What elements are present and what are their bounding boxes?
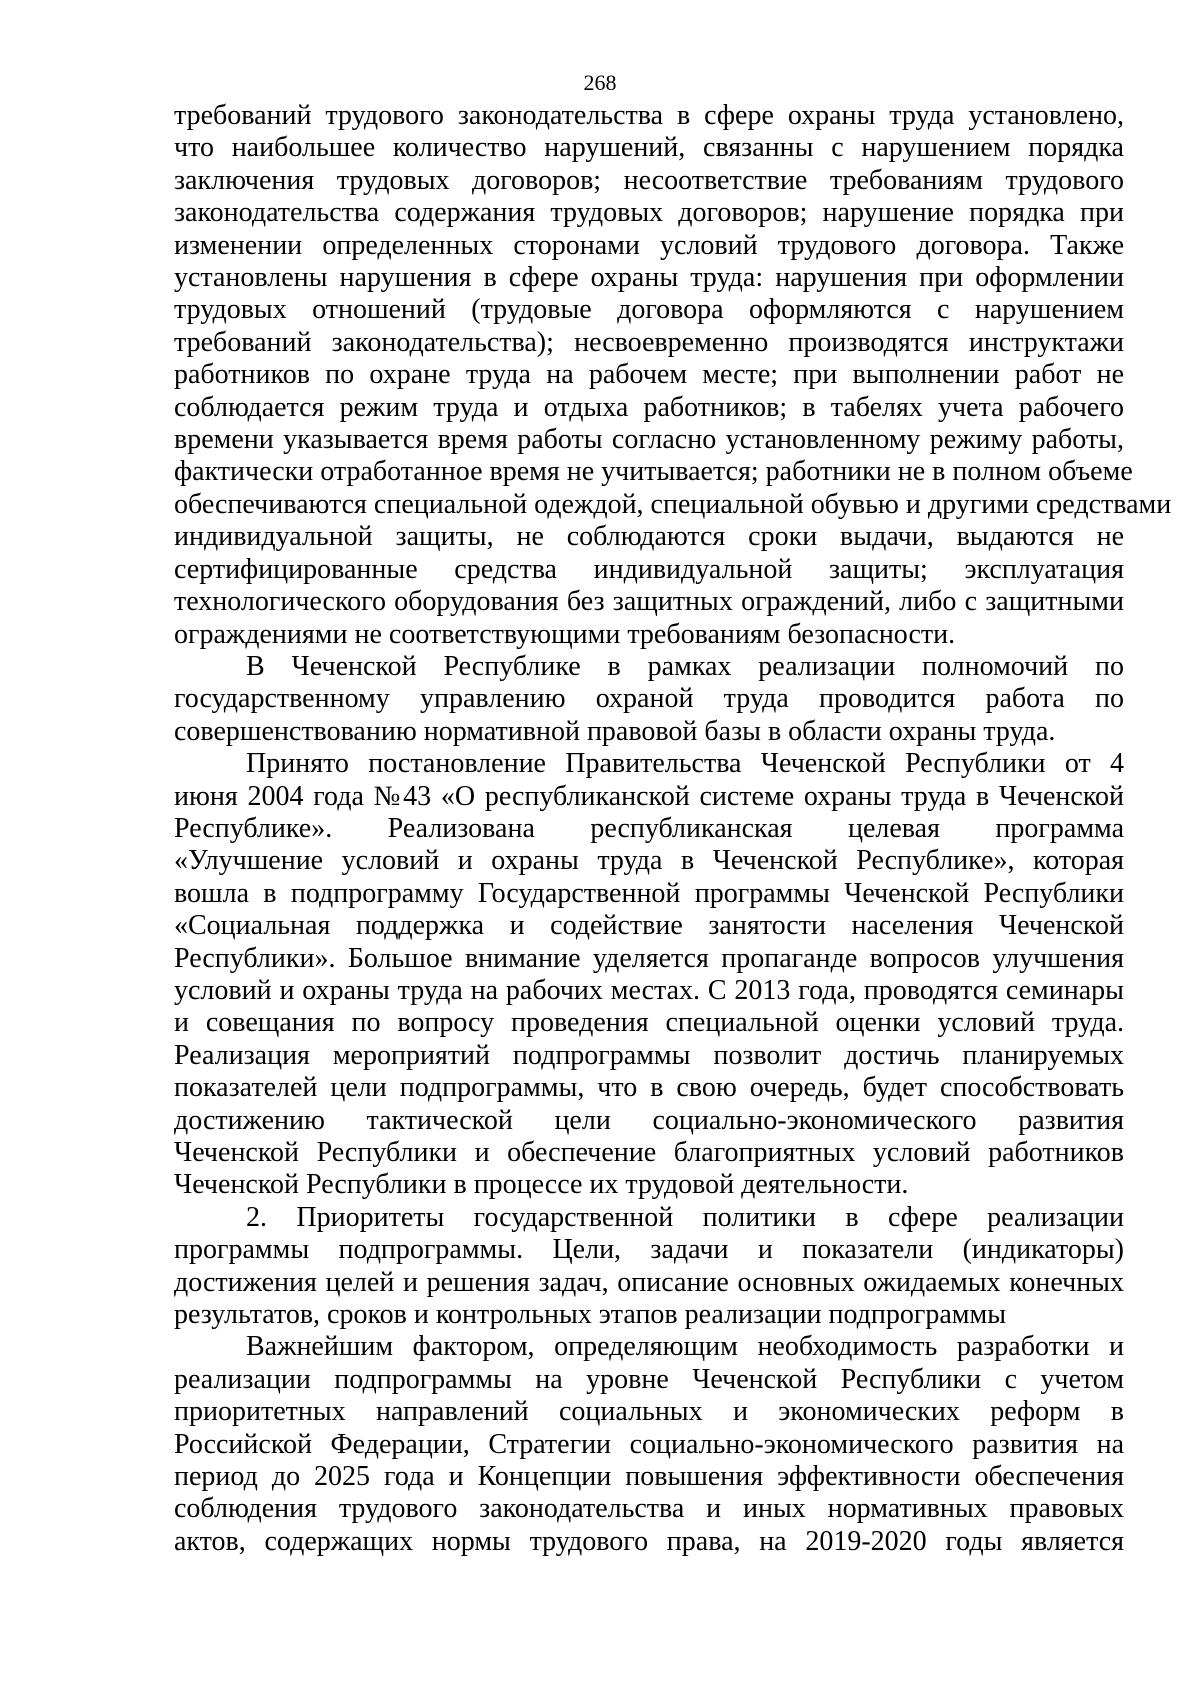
text-line: достижению тактической цели социально-экономического развития — [174, 1104, 1124, 1136]
text-line: Принято постановление Правительства Чеченской Республики от 4 — [246, 748, 1124, 780]
paragraph — [174, 1331, 1124, 1558]
text-line: Чеченской Республики и обеспечение благоприятных условий работников — [174, 1137, 1124, 1168]
text-line: трудовых отношений (трудовые договора оформляются с нарушением — [174, 294, 1124, 326]
text-line: индивидуальной защиты, не соблюдаются сроки выдачи, выдаются не — [174, 521, 1124, 553]
text-line: Российской Федерации, Стратегии социально-экономического развития на — [174, 1428, 1124, 1460]
text-line: период до 2025 года и Концепции повышения эффективности обеспечения — [174, 1461, 1124, 1493]
text-line: Республики». Большое внимание уделяется пропаганде вопросов улучшения — [174, 942, 1124, 974]
text-line: ограждениями не соответствующими требованиям безопасности. — [174, 618, 956, 650]
text-line: и совещания по вопросу проведения специальной оценки условий труда. — [174, 1007, 1124, 1039]
text-line: фактически отработанное время не учитывается; работники не в полном объеме — [174, 456, 1133, 488]
paragraph — [174, 651, 1124, 748]
paragraph — [174, 1202, 1124, 1332]
text-line: «Социальная поддержка и содействие занятости населения Чеченской — [174, 910, 1124, 942]
text-line: соблюдается режим труда и отдыха работников; в табелях учета рабочего — [174, 391, 1124, 423]
page-number: 268 — [583, 70, 617, 95]
text-line: законодательства содержания трудовых договоров; нарушение порядка при — [174, 197, 1124, 229]
text-line: июня 2004 года №43 «О республиканской системе охраны труда в Чеченской — [174, 780, 1124, 812]
text-line: вошла в подпрограмму Государственной программы Чеченской Республики — [174, 877, 1124, 909]
text-line: установлены нарушения в сфере охраны труда: нарушения при оформлении — [174, 262, 1124, 294]
paragraph — [174, 748, 1124, 1202]
text-line: актов, содержащих нормы трудового права, на 2019-2020 годы является — [174, 1525, 1124, 1557]
text-line: результатов, сроков и контрольных этапов реализации подпрограммы — [174, 1299, 1007, 1331]
text-line: приоритетных направлений социальных и экономических реформ в — [174, 1396, 1124, 1428]
document-body — [174, 100, 1172, 1558]
text-line: государственному управлению охраной труда проводится работа по — [174, 683, 1124, 715]
text-line: обеспечиваются специальной одеждой, специальной обувью и другими средствами — [174, 488, 1172, 520]
text-line: работников по охране труда на рабочем месте; при выполнении работ не — [174, 359, 1124, 391]
text-line: сертифицированные средства индивидуальной защиты; эксплуатация — [174, 553, 1124, 585]
text-line: программы подпрограммы. Цели, задачи и показатели (индикаторы) — [174, 1234, 1124, 1266]
text-line: совершенствованию нормативной правовой базы в области охраны труда. — [174, 715, 1056, 747]
text-line: что наибольшее количество нарушений, связанны с нарушением порядка — [174, 132, 1124, 164]
text-line: технологического оборудования без защитных ограждений, либо с защитными — [174, 586, 1124, 618]
text-line: Республике». Реализована республиканская целевая программа — [174, 812, 1124, 844]
text-line: Важнейшим фактором, определяющим необходимость разработки и — [246, 1331, 1124, 1363]
text-line: показателей цели подпрограммы, что в свою очередь, будет способствовать — [174, 1072, 1124, 1104]
text-line: требований законодательства); несвоевременно производятся инструктажи — [174, 326, 1124, 358]
text-line: Чеченской Республики в процессе их трудовой деятельности. — [174, 1169, 909, 1201]
text-line: реализации подпрограммы на уровне Чеченской Республики с учетом — [174, 1363, 1124, 1395]
text-line: «Улучшение условий и охраны труда в Чеченской Республике», которая — [174, 845, 1124, 877]
text-line: В Чеченской Республике в рамках реализации полномочий по — [246, 650, 1124, 682]
text-line: заключения трудовых договоров; несоответствие требованиям трудового — [174, 164, 1124, 196]
text-line: соблюдения трудового законодательства и иных нормативных правовых — [174, 1493, 1124, 1525]
text-line: условий и охраны труда на рабочих местах. С 2013 года, проводятся семинары — [174, 974, 1124, 1006]
text-line: 2. Приоритеты государственной политики в сфере реализации — [246, 1201, 1124, 1233]
paragraph — [174, 100, 1172, 651]
text-line: Реализация мероприятий подпрограммы позволит достичь планируемых — [174, 1039, 1124, 1071]
text-line: требований трудового законодательства в сфере охраны труда установлено, — [174, 100, 1124, 131]
text-line: достижения целей и решения задач, описание основных ожидаемых конечных — [174, 1266, 1124, 1298]
text-line: времени указывается время работы согласно установленному режиму работы, — [174, 424, 1124, 456]
text-line: изменении определенных сторонами условий трудового договора. Также — [174, 229, 1124, 261]
